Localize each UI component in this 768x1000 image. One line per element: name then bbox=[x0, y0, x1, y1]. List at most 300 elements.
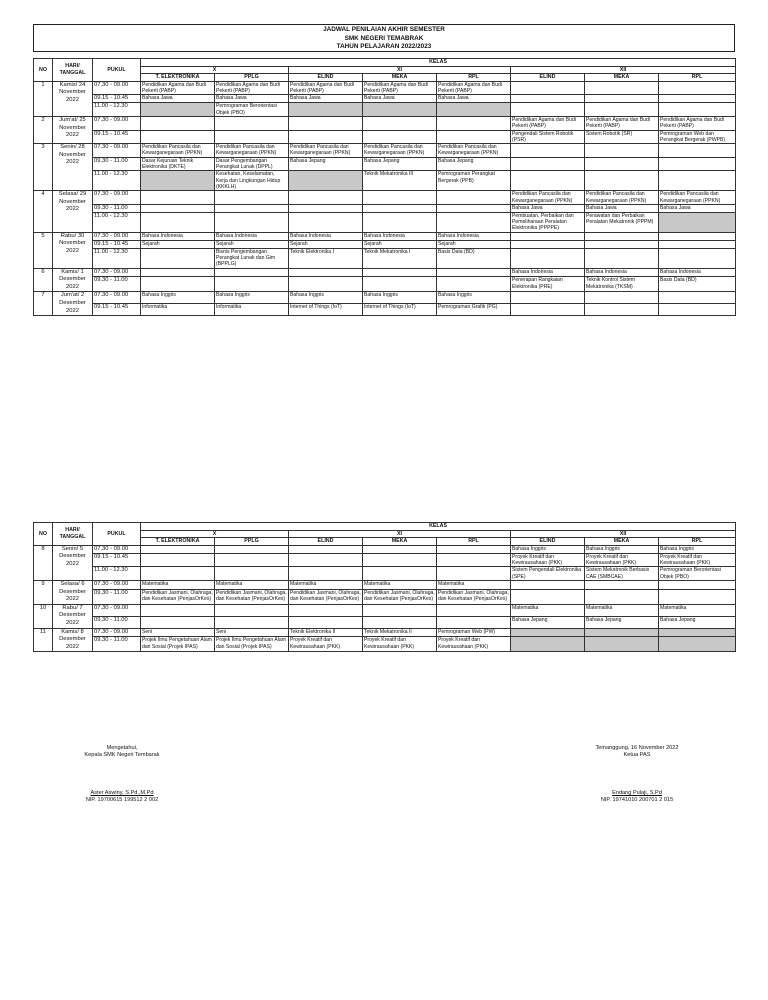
subject-cell bbox=[585, 580, 659, 589]
header-major: MEKA bbox=[585, 74, 659, 82]
row-time: 07.30 - 09.00 bbox=[93, 191, 141, 205]
header-level-x: X bbox=[141, 530, 289, 538]
subject-cell bbox=[437, 616, 511, 628]
row-day: Kamis/ 8 Desember 2022 bbox=[53, 628, 93, 652]
subject-cell: Seni bbox=[141, 628, 215, 637]
subject-cell bbox=[437, 191, 511, 205]
subject-cell: Bahasa Indonesia bbox=[289, 232, 363, 240]
subject-cell: Pendidikan Jasmani, Olahraga, dan Kesehatan (PenjasOrKes) bbox=[437, 589, 511, 604]
subject-cell: Matematika bbox=[659, 604, 736, 616]
subject-cell bbox=[437, 268, 511, 277]
subject-cell bbox=[437, 553, 511, 567]
subject-cell bbox=[511, 589, 585, 604]
table-row bbox=[34, 616, 736, 628]
subject-cell: Bahasa Inggris bbox=[215, 292, 289, 304]
sig-left-nip: NIP. 19700615 199512 2 002 bbox=[85, 797, 159, 804]
subject-cell: Pendidikan Agama dan Budi Pekerti (PABP) bbox=[659, 116, 736, 130]
subject-cell: Bahasa Jepang bbox=[511, 616, 585, 628]
subject-cell bbox=[141, 116, 215, 130]
table-row bbox=[34, 277, 736, 292]
title-line-1: JADWAL PENILAIAN AKHIR SEMESTER bbox=[323, 26, 445, 33]
subject-cell bbox=[141, 277, 215, 292]
row-day: Kamis/ 24 November 2022 bbox=[53, 81, 93, 116]
header-major: RPL bbox=[437, 74, 511, 82]
table-row bbox=[34, 248, 736, 268]
subject-cell: Pemrograman Berorientasi Objek (PBO) bbox=[659, 567, 736, 581]
header-major: RPL bbox=[437, 538, 511, 546]
table-row bbox=[34, 292, 736, 304]
subject-cell: Bahasa Indonesia bbox=[141, 232, 215, 240]
subject-cell bbox=[289, 212, 363, 232]
subject-cell bbox=[585, 157, 659, 171]
subject-cell: Informatika bbox=[215, 304, 289, 316]
subject-cell bbox=[141, 171, 215, 191]
row-time: 07.30 - 09.00 bbox=[93, 144, 141, 158]
subject-cell: Sistem Pengendali Elektronika (SPE) bbox=[511, 567, 585, 581]
row-time: 09.30 - 11.00 bbox=[93, 616, 141, 628]
subject-cell: Bahasa Jawa bbox=[215, 95, 289, 103]
header-level-xi: XI bbox=[289, 530, 511, 538]
subject-cell bbox=[585, 171, 659, 191]
subject-cell: Bahasa Jawa bbox=[289, 95, 363, 103]
table-row bbox=[34, 171, 736, 191]
subject-cell: Pendidikan Agama dan Budi Pekerti (PABP) bbox=[289, 81, 363, 95]
row-time: 11.00 - 12.30 bbox=[93, 248, 141, 268]
subject-cell: Pemrograman Berorientasi Objek (PBO) bbox=[215, 103, 289, 117]
header-no: NO bbox=[34, 523, 53, 546]
subject-cell: Bahasa Jawa bbox=[437, 95, 511, 103]
row-no: 7 bbox=[34, 292, 53, 316]
subject-cell bbox=[437, 604, 511, 616]
table-row bbox=[34, 103, 736, 117]
subject-cell bbox=[215, 567, 289, 581]
row-time: 07.30 - 09.00 bbox=[93, 116, 141, 130]
subject-cell: Pendidikan Pancasila dan Kewarganegaraan (PPKN) bbox=[215, 144, 289, 158]
row-time: 07.30 - 09.00 bbox=[93, 268, 141, 277]
subject-cell: Seni bbox=[215, 628, 289, 637]
subject-cell bbox=[511, 240, 585, 248]
subject-cell bbox=[289, 277, 363, 292]
subject-cell bbox=[511, 144, 585, 158]
subject-cell bbox=[585, 240, 659, 248]
subject-cell bbox=[289, 103, 363, 117]
table-row bbox=[34, 604, 736, 616]
subject-cell bbox=[289, 604, 363, 616]
row-no: 5 bbox=[34, 232, 53, 268]
subject-cell bbox=[363, 616, 437, 628]
subject-cell bbox=[363, 553, 437, 567]
subject-cell: Dasar Pengembangan Perangkat Lunak (DPPL) bbox=[215, 157, 289, 171]
row-day: Senin/ 5 Desember 2022 bbox=[53, 545, 93, 580]
subject-cell bbox=[659, 637, 736, 652]
subject-cell bbox=[659, 232, 736, 240]
subject-cell bbox=[363, 204, 437, 212]
subject-cell bbox=[289, 191, 363, 205]
subject-cell: Pendidikan Jasmani, Olahraga, dan Kesehatan (PenjasOrKes) bbox=[363, 589, 437, 604]
subject-cell: Teknik Mekatronika II bbox=[363, 628, 437, 637]
subject-cell: Basis Data (BD) bbox=[437, 248, 511, 268]
subject-cell bbox=[585, 95, 659, 103]
subject-cell: Pemrograman Perangkat Bergerak (PPB) bbox=[437, 171, 511, 191]
subject-cell: Bahasa Jawa bbox=[659, 204, 736, 212]
row-time: 09.15 - 10.45 bbox=[93, 553, 141, 567]
table-row bbox=[34, 232, 736, 240]
subject-cell bbox=[437, 212, 511, 232]
row-time: 09.30 - 11.00 bbox=[93, 277, 141, 292]
subject-cell bbox=[511, 81, 585, 95]
row-no: 11 bbox=[34, 628, 53, 652]
subject-cell bbox=[659, 248, 736, 268]
subject-cell: Sejarah bbox=[289, 240, 363, 248]
subject-cell bbox=[659, 95, 736, 103]
subject-cell bbox=[585, 292, 659, 304]
subject-cell bbox=[659, 144, 736, 158]
subject-cell bbox=[141, 248, 215, 268]
subject-cell: Informatika bbox=[141, 304, 215, 316]
subject-cell: Bahasa Indonesia bbox=[585, 268, 659, 277]
subject-cell: Pendidikan Pancasila dan Kewarganegaraan (PPKN) bbox=[141, 144, 215, 158]
row-time: 09.15 - 10.45 bbox=[93, 95, 141, 103]
header-major: MEKA bbox=[363, 74, 437, 82]
subject-cell bbox=[437, 567, 511, 581]
row-time: 09.15 - 10.45 bbox=[93, 130, 141, 144]
subject-cell bbox=[585, 144, 659, 158]
header-major: PPLG bbox=[215, 74, 289, 82]
subject-cell: Proyek Kreatif dan Kewirausahaan (PKK) bbox=[363, 637, 437, 652]
subject-cell bbox=[141, 545, 215, 553]
row-no: 3 bbox=[34, 144, 53, 191]
row-day: Senin/ 28 November 2022 bbox=[53, 144, 93, 191]
subject-cell bbox=[289, 616, 363, 628]
subject-cell: Bahasa Indonesia bbox=[511, 268, 585, 277]
subject-cell bbox=[215, 191, 289, 205]
subject-cell: Pendidikan Jasmani, Olahraga, dan Kesehatan (PenjasOrKes) bbox=[141, 589, 215, 604]
subject-cell: Teknik Kontrol Sistem Mekatronika (TKSM) bbox=[585, 277, 659, 292]
table-row bbox=[34, 545, 736, 553]
subject-cell bbox=[511, 637, 585, 652]
row-time: 07.30 - 09.00 bbox=[93, 604, 141, 616]
subject-cell bbox=[141, 553, 215, 567]
subject-cell bbox=[141, 268, 215, 277]
subject-cell bbox=[585, 81, 659, 95]
subject-cell: Matematika bbox=[437, 580, 511, 589]
subject-cell bbox=[511, 292, 585, 304]
header-time: PUKUL bbox=[93, 59, 141, 82]
subject-cell bbox=[289, 204, 363, 212]
subject-cell: Sejarah bbox=[363, 240, 437, 248]
subject-cell bbox=[215, 277, 289, 292]
subject-cell bbox=[363, 116, 437, 130]
subject-cell bbox=[141, 567, 215, 581]
header-kelas: KELAS bbox=[141, 59, 736, 67]
subject-cell: Pengendali Sistem Robotik (PSR) bbox=[511, 130, 585, 144]
subject-cell bbox=[289, 116, 363, 130]
subject-cell bbox=[659, 628, 736, 637]
header-major: RPL bbox=[659, 538, 736, 546]
subject-cell: Teknik Mekatronika I bbox=[363, 248, 437, 268]
subject-cell bbox=[289, 130, 363, 144]
header-kelas: KELAS bbox=[141, 523, 736, 531]
header-level-xii: XII bbox=[511, 530, 736, 538]
header-level-xi: XI bbox=[289, 66, 511, 74]
table-row bbox=[34, 81, 736, 95]
sig-right-name: Endang Pulaji, S.Pd bbox=[612, 789, 662, 796]
title-line-2: SMK NEGERI TEMABRAK bbox=[344, 34, 424, 42]
subject-cell bbox=[363, 277, 437, 292]
subject-cell: Teknik Mekatronika III bbox=[363, 171, 437, 191]
subject-cell: Pendidikan Pancasila dan Kewarganegaraan (PPKN) bbox=[363, 144, 437, 158]
header-major: ELIND bbox=[289, 538, 363, 546]
sig-left-line2: Kepala SMK Negeri Tembarak bbox=[84, 752, 160, 759]
subject-cell: Internet of Things (IoT) bbox=[363, 304, 437, 316]
subject-cell: Proyek Kreatif dan Kewirausahaan (PKK) bbox=[659, 553, 736, 567]
row-time: 07.30 - 09.00 bbox=[93, 81, 141, 95]
row-no: 10 bbox=[34, 604, 53, 628]
table-row bbox=[34, 567, 736, 581]
row-no: 6 bbox=[34, 268, 53, 292]
subject-cell: Bahasa Inggris bbox=[659, 545, 736, 553]
subject-cell: Pembuatan, Perbaikan dan Pemeliharaan Peralatan Elektronika (PPPPE) bbox=[511, 212, 585, 232]
header-row bbox=[34, 59, 736, 67]
subject-cell bbox=[659, 580, 736, 589]
row-time: 11.00 - 12.30 bbox=[93, 567, 141, 581]
header-time: PUKUL bbox=[93, 523, 141, 546]
subject-cell bbox=[511, 157, 585, 171]
subject-cell: Bahasa Indonesia bbox=[215, 232, 289, 240]
subject-cell bbox=[659, 304, 736, 316]
header-major: PPLG bbox=[215, 538, 289, 546]
header-no: NO bbox=[34, 59, 53, 82]
row-time: 07.30 - 09.00 bbox=[93, 292, 141, 304]
subject-cell bbox=[289, 545, 363, 553]
subject-cell: Bahasa Jawa bbox=[511, 204, 585, 212]
subject-cell bbox=[363, 567, 437, 581]
subject-cell: Pendidikan Agama dan Budi Pekerti (PABP) bbox=[585, 116, 659, 130]
header-day: HARI/ TANGGAL bbox=[53, 523, 93, 546]
subject-cell bbox=[215, 204, 289, 212]
subject-cell: Pendidikan Pancasila dan Kewarganegaraan (PPKN) bbox=[437, 144, 511, 158]
row-time: 11.00 - 12.30 bbox=[93, 103, 141, 117]
subject-cell: Pendidikan Pancasila dan Kewarganegaraan (PPKN) bbox=[585, 191, 659, 205]
subject-cell bbox=[215, 604, 289, 616]
subject-cell bbox=[141, 103, 215, 117]
subject-cell bbox=[437, 277, 511, 292]
row-time: 07.30 - 09.00 bbox=[93, 580, 141, 589]
table-row bbox=[34, 95, 736, 103]
subject-cell: Bahasa Jepang bbox=[363, 157, 437, 171]
subject-cell: Bahasa Jawa bbox=[363, 95, 437, 103]
subject-cell bbox=[585, 628, 659, 637]
row-day: Rabu/ 7 Desember 2022 bbox=[53, 604, 93, 628]
subject-cell: Matematika bbox=[585, 604, 659, 616]
row-time: 09.30 - 11.00 bbox=[93, 589, 141, 604]
table-row bbox=[34, 580, 736, 589]
subject-cell: Bahasa Indonesia bbox=[363, 232, 437, 240]
subject-cell: Pemrograman Web dan Perangkat Bergerak (PWPB) bbox=[659, 130, 736, 144]
row-time: 09.30 - 11.00 bbox=[93, 157, 141, 171]
table-row bbox=[34, 304, 736, 316]
subject-cell bbox=[659, 81, 736, 95]
subject-cell: Bahasa Jepang bbox=[585, 616, 659, 628]
subject-cell: Dasar Kejuruan Teknik Elektronika (DKTE) bbox=[141, 157, 215, 171]
table-row bbox=[34, 553, 736, 567]
table-row bbox=[34, 240, 736, 248]
subject-cell: Teknik Elektronika I bbox=[289, 248, 363, 268]
subject-cell bbox=[363, 130, 437, 144]
subject-cell: Bahasa Jepang bbox=[437, 157, 511, 171]
table-row bbox=[34, 130, 736, 144]
subject-cell bbox=[363, 604, 437, 616]
subject-cell bbox=[141, 212, 215, 232]
sig-left-name: Aster Aswiny, S.Pd.,M.Pd bbox=[90, 789, 154, 796]
subject-cell: Pendidikan Agama dan Budi Pekerti (PABP) bbox=[363, 81, 437, 95]
row-time: 09.30 - 11.00 bbox=[93, 637, 141, 652]
table-row bbox=[34, 157, 736, 171]
subject-cell bbox=[215, 268, 289, 277]
row-day: Jum'at/ 25 November 2022 bbox=[53, 116, 93, 143]
table-row bbox=[34, 628, 736, 637]
subject-cell bbox=[141, 616, 215, 628]
subject-cell: Sistem Mekatronik Berbasis CAE (SMBCAE) bbox=[585, 567, 659, 581]
subject-cell: Sejarah bbox=[437, 240, 511, 248]
subject-cell bbox=[511, 103, 585, 117]
subject-cell: Pemrograman Grafik (PG) bbox=[437, 304, 511, 316]
subject-cell bbox=[659, 212, 736, 232]
subject-cell: Matematika bbox=[511, 604, 585, 616]
subject-cell bbox=[659, 103, 736, 117]
subject-cell bbox=[511, 628, 585, 637]
subject-cell bbox=[289, 567, 363, 581]
subject-cell: Bahasa Jepang bbox=[289, 157, 363, 171]
subject-cell bbox=[511, 171, 585, 191]
sig-right-line2: Ketua PAS bbox=[623, 752, 651, 759]
header-major: ELIND bbox=[511, 538, 585, 546]
subject-cell: Bahasa Indonesia bbox=[437, 232, 511, 240]
subject-cell: Pendidikan Pancasila dan Kewarganegaraan (PPKN) bbox=[511, 191, 585, 205]
signature-right bbox=[572, 745, 702, 805]
subject-cell bbox=[585, 232, 659, 240]
subject-cell: Sejarah bbox=[141, 240, 215, 248]
subject-cell bbox=[437, 545, 511, 553]
subject-cell bbox=[141, 204, 215, 212]
subject-cell bbox=[289, 553, 363, 567]
subject-cell: Bahasa Inggris bbox=[289, 292, 363, 304]
row-day: Rabu/ 30 November 2022 bbox=[53, 232, 93, 268]
subject-cell bbox=[659, 171, 736, 191]
subject-cell bbox=[215, 553, 289, 567]
subject-cell bbox=[141, 191, 215, 205]
schedule-table-1 bbox=[33, 58, 736, 316]
row-time: 07.30 - 09.00 bbox=[93, 545, 141, 553]
page-title bbox=[33, 24, 735, 52]
subject-cell: Bahasa Inggris bbox=[141, 292, 215, 304]
subject-cell bbox=[659, 292, 736, 304]
row-day: Selasa/ 6 Desember 2022 bbox=[53, 580, 93, 604]
header-major: T. ELEKTRONIKA bbox=[141, 538, 215, 546]
row-no: 8 bbox=[34, 545, 53, 580]
subject-cell: Basis Data (BD) bbox=[659, 277, 736, 292]
header-major: T. ELEKTRONIKA bbox=[141, 74, 215, 82]
row-day: Kamis/ 1 Desember 2022 bbox=[53, 268, 93, 292]
subject-cell: Pendidikan Pancasila dan Kewarganegaraan (PPKN) bbox=[289, 144, 363, 158]
subject-cell: Sejarah bbox=[215, 240, 289, 248]
subject-cell: Projek Ilmu Pengetahuan Alam dan Sosial (Projek IPAS) bbox=[215, 637, 289, 652]
subject-cell bbox=[437, 116, 511, 130]
subject-cell: Pendidikan Agama dan Budi Pekerti (PABP) bbox=[511, 116, 585, 130]
subject-cell: Proyek Kreatif dan Kewirausahaan (PKK) bbox=[437, 637, 511, 652]
subject-cell: Bahasa Jawa bbox=[585, 204, 659, 212]
table-row bbox=[34, 204, 736, 212]
subject-cell: Pendidikan Agama dan Budi Pekerti (PABP) bbox=[215, 81, 289, 95]
row-time: 07.30 - 09.00 bbox=[93, 232, 141, 240]
subject-cell: Bahasa Inggris bbox=[511, 545, 585, 553]
sig-left-line1: Mengetahui, bbox=[106, 745, 138, 751]
subject-cell: Pendidikan Jasmani, Olahraga, dan Kesehatan (PenjasOrKes) bbox=[289, 589, 363, 604]
row-no: 1 bbox=[34, 81, 53, 116]
row-time: 11.00 - 12.30 bbox=[93, 212, 141, 232]
header-level-xii: XII bbox=[511, 66, 736, 74]
subject-cell bbox=[363, 545, 437, 553]
subject-cell bbox=[289, 171, 363, 191]
subject-cell bbox=[141, 604, 215, 616]
subject-cell: Pendidikan Pancasila dan Kewarganegaraan (PPKN) bbox=[659, 191, 736, 205]
table-row bbox=[34, 268, 736, 277]
subject-cell: Sistem Robotik (SR) bbox=[585, 130, 659, 144]
subject-cell: Proyek Kreatif dan Kewirausahaan (PKK) bbox=[585, 553, 659, 567]
table-row bbox=[34, 212, 736, 232]
subject-cell: Matematika bbox=[141, 580, 215, 589]
subject-cell bbox=[363, 191, 437, 205]
subject-cell: Penerapan Rangkaian Elektronika (PRE) bbox=[511, 277, 585, 292]
sig-right-line1: Temanggung, 16 November 2022 bbox=[595, 745, 679, 751]
subject-cell: Projek Ilmu Pengetahuan Alam dan Sosial (Projek IPAS) bbox=[141, 637, 215, 652]
subject-cell: Matematika bbox=[363, 580, 437, 589]
subject-cell bbox=[511, 304, 585, 316]
subject-cell bbox=[659, 240, 736, 248]
subject-cell: Pemrograman Web (PW) bbox=[437, 628, 511, 637]
subject-cell bbox=[585, 248, 659, 268]
subject-cell: Bahasa Indonesia bbox=[659, 268, 736, 277]
row-time: 09.15 - 10.45 bbox=[93, 240, 141, 248]
subject-cell: Kesehatan, Keselamatan, Kerja dan Lingkungan Hidup (KKKLH) bbox=[215, 171, 289, 191]
subject-cell: Proyek Kreatif dan Kewirausahaan (PKK) bbox=[289, 637, 363, 652]
row-time: 07.30 - 09.00 bbox=[93, 628, 141, 637]
row-time: 11.00 - 12.30 bbox=[93, 171, 141, 191]
subject-cell: Bahasa Jepang bbox=[659, 616, 736, 628]
subject-cell: Pendidikan Agama dan Budi Pekerti (PABP) bbox=[141, 81, 215, 95]
subject-cell bbox=[363, 103, 437, 117]
subject-cell: Bahasa Inggris bbox=[437, 292, 511, 304]
subject-cell: Bisnis Pengembangan Perangkat Lunak dan Gim (BPPLG) bbox=[215, 248, 289, 268]
table-row bbox=[34, 116, 736, 130]
subject-cell bbox=[215, 212, 289, 232]
subject-cell bbox=[511, 95, 585, 103]
subject-cell: Pendidikan Jasmani, Olahraga, dan Kesehatan (PenjasOrKes) bbox=[215, 589, 289, 604]
subject-cell: Bahasa Jawa bbox=[141, 95, 215, 103]
table-row bbox=[34, 589, 736, 604]
subject-cell: Bahasa Inggris bbox=[363, 292, 437, 304]
subject-cell bbox=[659, 157, 736, 171]
subject-cell: Perawatan dan Perbaikan Peralatan Mekatronik (PPPM) bbox=[585, 212, 659, 232]
subject-cell bbox=[215, 616, 289, 628]
header-major: RPL bbox=[659, 74, 736, 82]
header-level-x: X bbox=[141, 66, 289, 74]
signature-left bbox=[62, 745, 182, 805]
subject-cell: Bahasa Inggris bbox=[585, 545, 659, 553]
row-day: Selasa/ 29 November 2022 bbox=[53, 191, 93, 232]
header-major: MEKA bbox=[585, 538, 659, 546]
subject-cell bbox=[437, 103, 511, 117]
